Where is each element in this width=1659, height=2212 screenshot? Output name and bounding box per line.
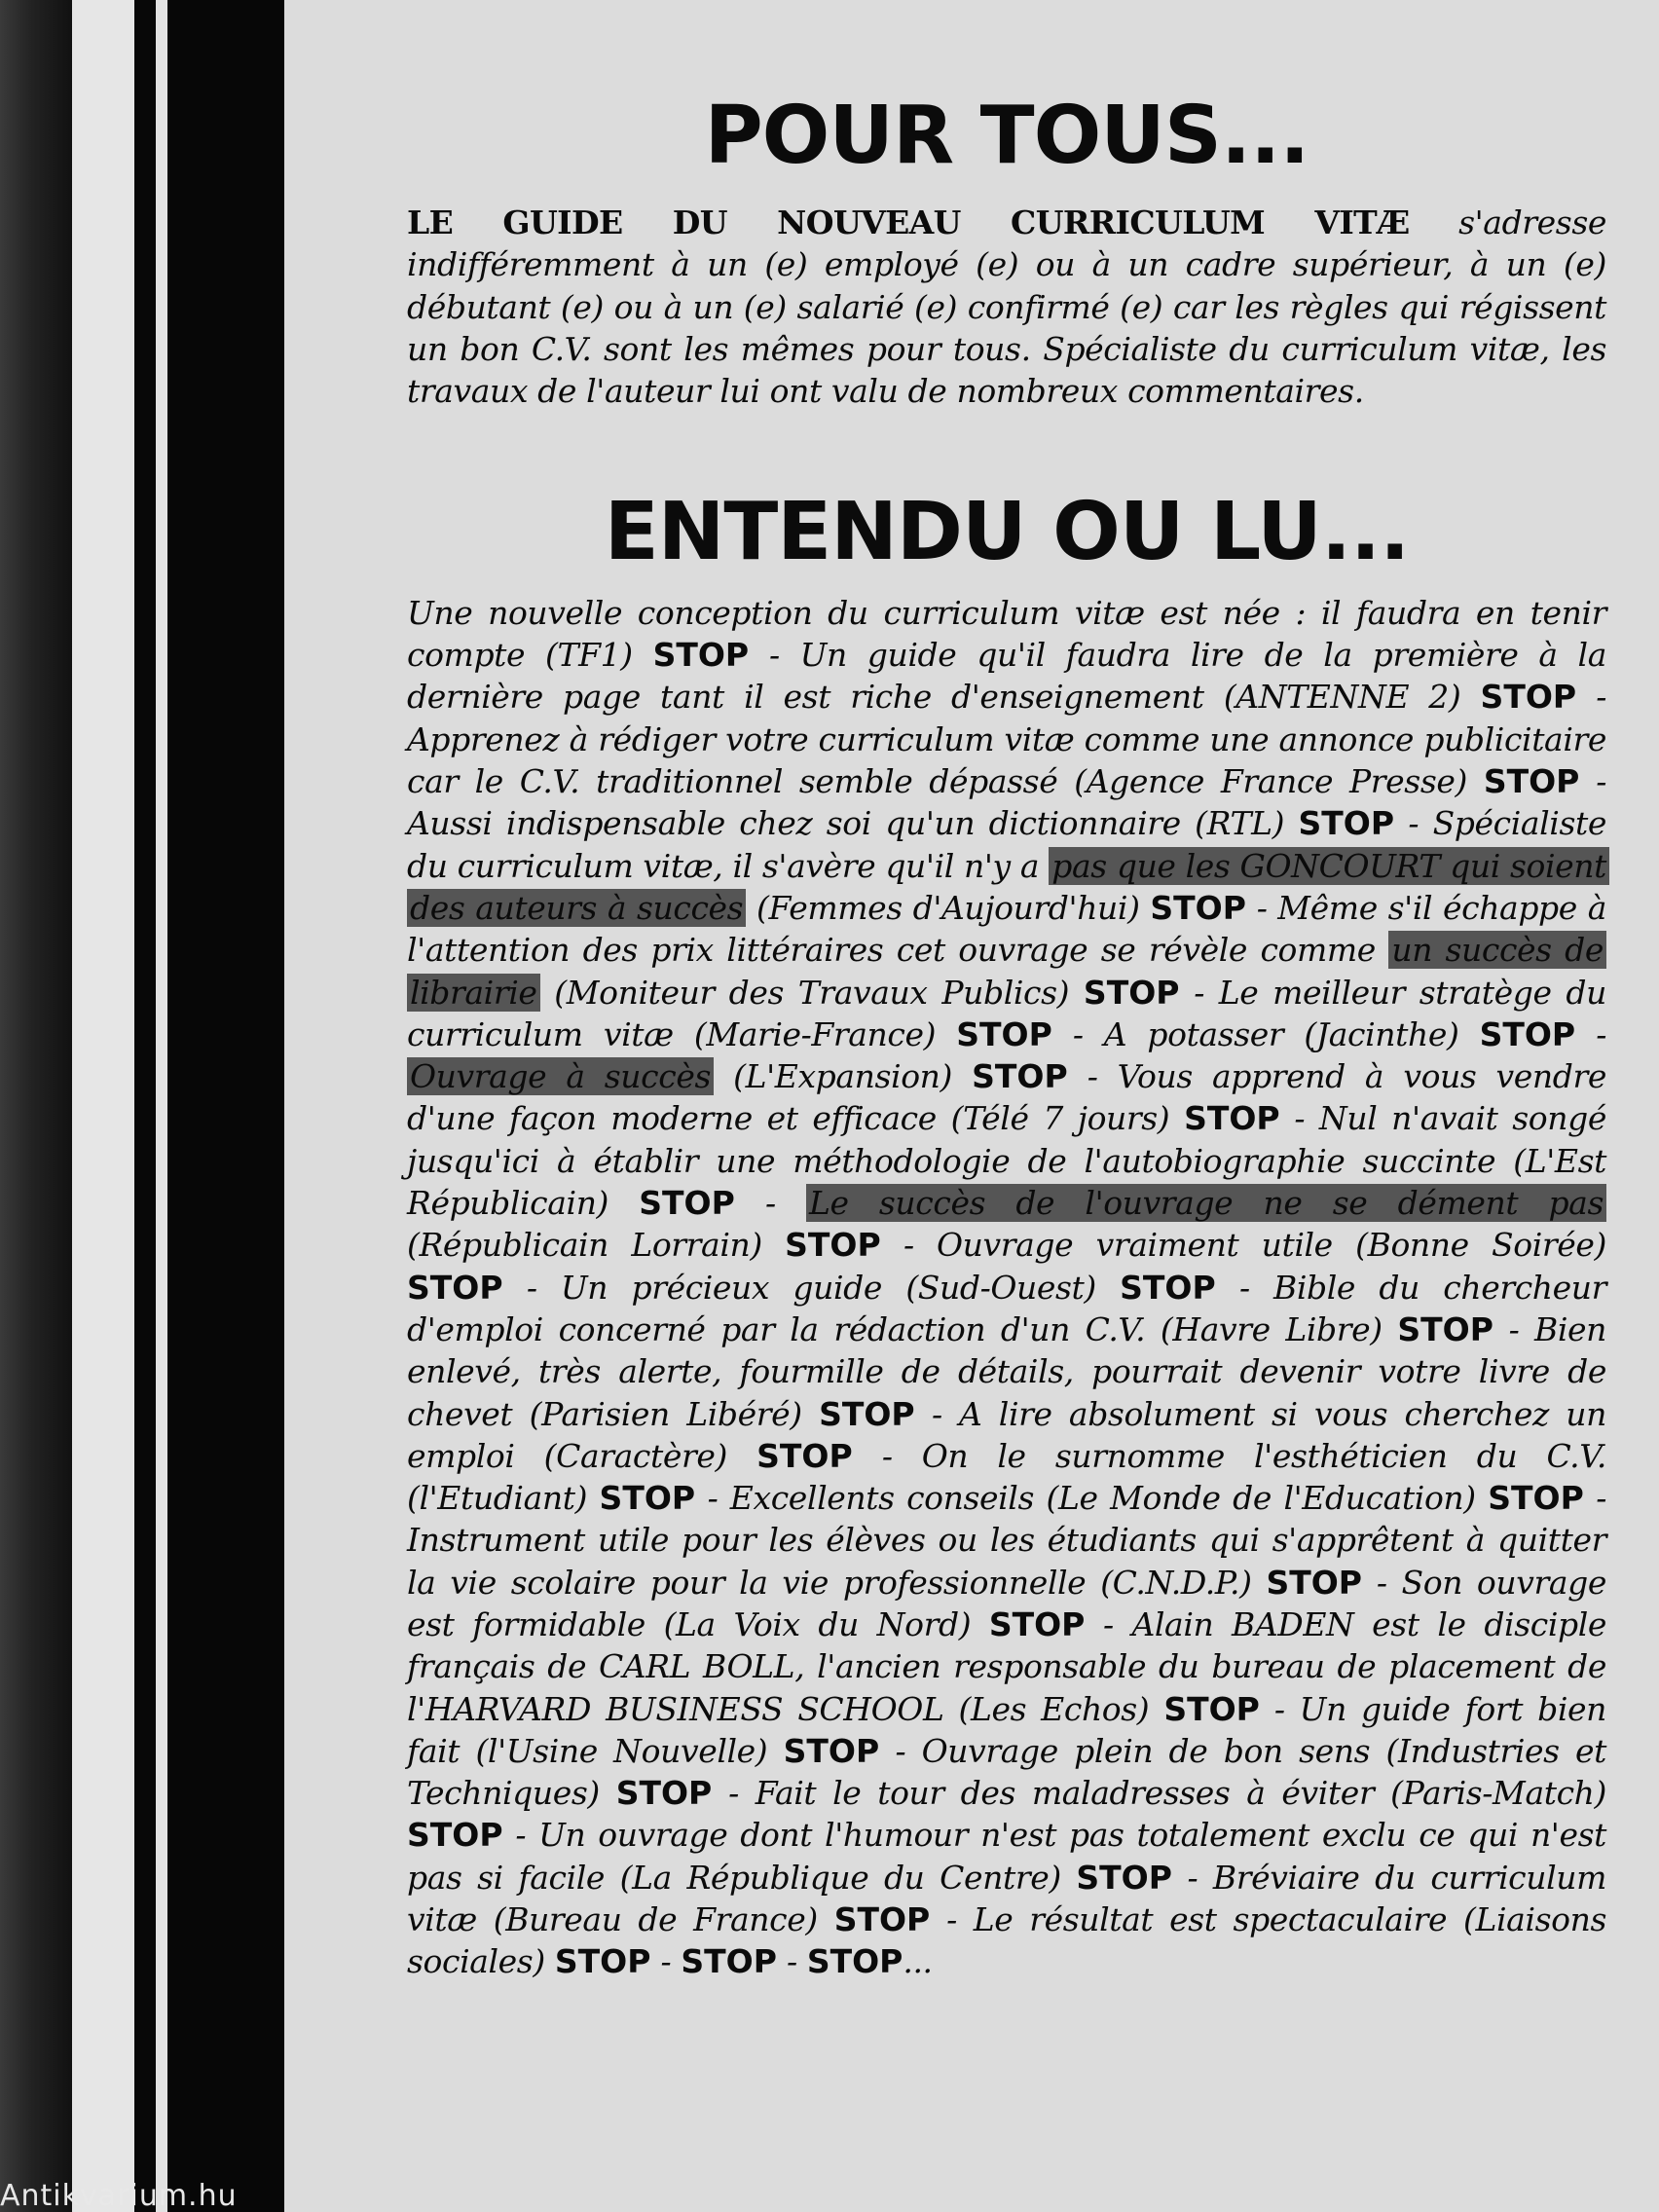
watermark-footer: Antikvarium.hu [0,2179,238,2212]
quote-text: - Nul n'avait songé jusqu'ici à établir une méthodologie de l'autobiographie succinte (L'Est Républicain) [407,1099,1606,1223]
quote-text: - Un guide qu'il faudra lire de la première à la dernière page tant il est riche d'enseignement (ANTENNE 2) [407,636,1606,717]
highlighted-phrase: pas que les GONCOURT qui soient des auteurs à succès [407,847,1609,927]
stop-word: STOP [783,1731,880,1770]
stop-word: STOP [1163,1689,1260,1728]
stop-word: STOP [1266,1563,1362,1602]
stop-word: STOP [681,1942,777,1981]
quote-text: - Le meilleur stratège du curriculum vitæ (Marie-France) [407,973,1606,1053]
quote-text: - Un guide fort bien fait (l'Usine Nouvelle) [407,1689,1606,1770]
left-stripe-thick [167,0,284,2212]
stop-word: STOP [1120,1268,1216,1307]
stop-word: STOP [1076,1858,1172,1897]
quote-text: - A lire absolument si vous cherchez un emploi (Caractère) [407,1394,1606,1475]
stop-word: STOP [1488,1479,1584,1518]
quote-text: - [776,1942,807,1981]
stop-word: STOP [554,1942,651,1981]
stop-word: STOP [652,636,750,675]
quote-text: - Apprenez à rédiger votre curriculum vitæ comme une annonce publicitaire car le C.V. traditionnel semble dépassé (Agence France Presse) [407,678,1606,801]
quote-text: - Aussi indispensable chez soi qu'un dictionnaire (RTL) [407,762,1606,843]
quote-text: - A potasser (Jacinthe) [1051,1014,1480,1053]
quote-text: - Bréviaire du curriculum vitæ (Bureau de France) [407,1858,1607,1939]
stop-word: STOP [806,1942,903,1981]
highlighted-phrase: Ouvrage à succès [407,1057,714,1095]
highlighted-phrase: Le succès de l'ouvrage ne se dément pas [806,1184,1606,1222]
quotes-paragraph [407,592,1606,1983]
quote-text: - [650,1942,682,1981]
quote-text: - Un précieux guide (Sud-Ouest) [502,1268,1121,1307]
quote-text: - Le résultat est spectaculaire (Liaisons sociales) [407,1900,1606,1981]
stop-word: STOP [972,1057,1068,1096]
heading-entendu-ou-lu: ENTENDU OU LU... [604,485,1410,578]
left-stripe-thin [134,0,156,2212]
quote-text: (Femmes d'Aujourd'hui) [746,888,1151,927]
quote-text: - Même s'il échappe à l'attention des prix littéraires cet ouvrage se révèle comme [407,888,1606,970]
stop-word: STOP [1397,1309,1493,1348]
quote-text: - Fait le tour des maladresses à éviter (Paris-Match) [712,1774,1606,1813]
quote-text: - [1575,1014,1606,1053]
stop-word: STOP [1480,678,1577,717]
heading-pour-tous: POUR TOUS... [704,90,1309,182]
quote-text: - Alain BADEN est le disciple français de CARL BOLL, l'ancien responsable du bureau de placement de l'HARVARD BUSINESS SCHOOL (Les Echos) [407,1604,1606,1728]
quote-text: (Moniteur des Travaux Publics) [539,973,1084,1012]
stop-word: STOP [956,1014,1052,1053]
stop-word: STOP [1083,973,1180,1012]
quote-text: ... [903,1942,933,1981]
quote-text: - On le surnomme l'esthéticien du C.V. (l'Etudiant) [407,1436,1606,1518]
stop-word: STOP [1298,804,1395,843]
stop-word: STOP [599,1479,696,1518]
page-edge-shadow [0,0,72,2212]
quote-text: - Ouvrage plein de bon sens (Industries et Techniques) [407,1731,1606,1813]
quote-text: - Bible du chercheur d'emploi concerné par la rédaction d'un C.V. (Havre Libre) [407,1268,1606,1348]
page-content [407,92,1606,1983]
left-stripe-light [72,0,134,2212]
quote-text: Une nouvelle conception du curriculum vitæ est née : il faudra en tenir compte (TF1) [407,593,1606,675]
stop-word: STOP [819,1394,915,1433]
stop-word: STOP [756,1436,853,1475]
quote-text: - Son ouvrage est formidable (La Voix du Nord) [407,1563,1606,1643]
intro-lead: LE GUIDE DU NOUVEAU CURRICULUM VITÆ [407,203,1410,242]
quote-text: - Vous apprend à vous vendre d'une façon moderne et efficace (Télé 7 jours) [407,1057,1606,1138]
quote-text: (Républicain Lorrain) [407,1226,786,1265]
quote-text: - [734,1184,807,1223]
stop-word: STOP [407,1816,503,1855]
stop-word: STOP [833,1900,931,1939]
quote-text: - Excellents conseils (Le Monde de l'Education) [695,1479,1489,1518]
quote-text: - Un ouvrage dont l'humour n'est pas totalement exclu ce qui n'est pas si facile (La République du Centre) [407,1816,1606,1897]
stop-word: STOP [1150,888,1246,927]
left-stripe-gap [156,0,167,2212]
stop-word: STOP [407,1268,503,1307]
stop-word: STOP [988,1604,1086,1643]
stop-word: STOP [1483,762,1580,801]
stop-word: STOP [1184,1099,1280,1138]
quote-text: - Ouvrage vraiment utile (Bonne Soirée) [880,1226,1606,1265]
intro-text: s'adresse indifféremment à un (e) employé (e) ou à un cadre supérieur, à un (e) débutant (e) ou à un (e) salarié (e) confirmé (e) car les règles qui régissent un bon C.V. sont les mêmes pour tous. Spécialiste du curriculum vitæ, les travaux de l'auteur lui ont valu de nombreux commentaires. [407,203,1607,411]
intro-paragraph [407,202,1606,412]
stop-word: STOP [639,1184,735,1223]
quote-text: (L'Expansion) [713,1057,973,1096]
stop-word: STOP [785,1226,881,1265]
quote-text: - Spécialiste du curriculum vitæ, il s'avère qu'il n'y a [407,804,1606,885]
highlighted-phrase: un succès de librairie [407,931,1606,1011]
stop-word: STOP [615,1774,713,1813]
stop-word: STOP [1479,1014,1576,1053]
quote-text: - Bien enlevé, très alerte, fourmille de détails, pourrait devenir votre livre de chevet (Parisien Libéré) [407,1309,1606,1433]
quote-text: - Instrument utile pour les élèves ou les étudiants qui s'apprêtent à quitter la vie scolaire pour la vie professionnelle (C.N.D.P.) [407,1479,1607,1602]
